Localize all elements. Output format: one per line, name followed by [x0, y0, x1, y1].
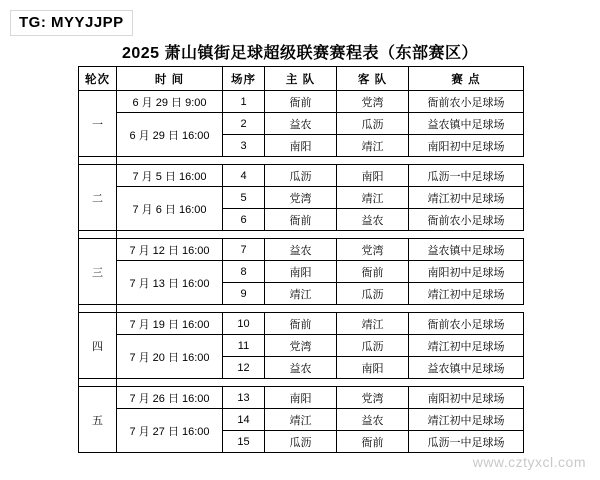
separator-cell [117, 157, 223, 165]
venue: 瓜沥一中足球场 [409, 431, 524, 453]
away-team: 南阳 [337, 357, 409, 379]
site-watermark: www.cztyxcl.com [472, 454, 586, 470]
away-team: 靖江 [337, 187, 409, 209]
away-team: 党湾 [337, 387, 409, 409]
venue: 靖江初中足球场 [409, 335, 524, 357]
round-separator [79, 231, 524, 239]
match-order: 3 [223, 135, 265, 157]
separator-cell [337, 157, 409, 165]
table-row [79, 335, 524, 357]
round-separator [79, 157, 524, 165]
table-row [79, 239, 524, 261]
separator-cell [265, 379, 337, 387]
home-team: 瓜沥 [265, 431, 337, 453]
column-header-3: 场序 [223, 67, 265, 91]
home-team: 衙前 [265, 91, 337, 113]
separator-cell [223, 305, 265, 313]
home-team: 衙前 [265, 209, 337, 231]
away-team: 南阳 [337, 165, 409, 187]
table-row [79, 91, 524, 113]
away-team: 党湾 [337, 91, 409, 113]
match-order: 6 [223, 209, 265, 231]
venue: 益农镇中足球场 [409, 239, 524, 261]
schedule-table-container [78, 66, 523, 453]
match-time: 7 月 6 日 16:00 [117, 187, 223, 231]
round-label: 四 [79, 313, 117, 379]
separator-cell [409, 231, 524, 239]
tg-watermark-badge: TG: MYYJJPP [10, 10, 133, 36]
table-header-row [79, 67, 524, 91]
match-order: 2 [223, 113, 265, 135]
away-team: 益农 [337, 209, 409, 231]
away-team: 瓜沥 [337, 113, 409, 135]
round-label: 一 [79, 91, 117, 157]
match-order: 11 [223, 335, 265, 357]
away-team: 衙前 [337, 261, 409, 283]
away-team: 靖江 [337, 135, 409, 157]
venue: 益农镇中足球场 [409, 113, 524, 135]
match-order: 15 [223, 431, 265, 453]
table-row [79, 187, 524, 209]
home-team: 瓜沥 [265, 165, 337, 187]
venue: 衙前农小足球场 [409, 209, 524, 231]
separator-cell [79, 305, 117, 313]
separator-cell [223, 231, 265, 239]
match-time: 7 月 27 日 16:00 [117, 409, 223, 453]
match-time: 7 月 20 日 16:00 [117, 335, 223, 379]
match-order: 14 [223, 409, 265, 431]
table-row [79, 165, 524, 187]
match-order: 13 [223, 387, 265, 409]
column-header-4: 主 队 [265, 67, 337, 91]
separator-cell [223, 157, 265, 165]
home-team: 南阳 [265, 135, 337, 157]
venue: 益农镇中足球场 [409, 357, 524, 379]
home-team: 南阳 [265, 387, 337, 409]
away-team: 靖江 [337, 313, 409, 335]
home-team: 益农 [265, 239, 337, 261]
table-row [79, 409, 524, 431]
separator-cell [223, 379, 265, 387]
table-row [79, 387, 524, 409]
venue: 靖江初中足球场 [409, 283, 524, 305]
match-time: 7 月 19 日 16:00 [117, 313, 223, 335]
column-header-5: 客 队 [337, 67, 409, 91]
home-team: 党湾 [265, 187, 337, 209]
separator-cell [117, 231, 223, 239]
separator-cell [79, 231, 117, 239]
away-team: 衙前 [337, 431, 409, 453]
match-order: 9 [223, 283, 265, 305]
home-team: 党湾 [265, 335, 337, 357]
separator-cell [265, 305, 337, 313]
away-team: 瓜沥 [337, 283, 409, 305]
round-label: 二 [79, 165, 117, 231]
match-order: 8 [223, 261, 265, 283]
match-time: 7 月 26 日 16:00 [117, 387, 223, 409]
separator-cell [265, 157, 337, 165]
column-header-6: 赛 点 [409, 67, 524, 91]
venue: 瓜沥一中足球场 [409, 165, 524, 187]
separator-cell [117, 379, 223, 387]
match-order: 10 [223, 313, 265, 335]
away-team: 党湾 [337, 239, 409, 261]
round-separator [79, 379, 524, 387]
match-time: 6 月 29 日 9:00 [117, 91, 223, 113]
match-time: 7 月 13 日 16:00 [117, 261, 223, 305]
separator-cell [337, 379, 409, 387]
venue: 衙前农小足球场 [409, 91, 524, 113]
table-header [79, 67, 524, 91]
schedule-table [78, 66, 524, 453]
round-label: 三 [79, 239, 117, 305]
table-row [79, 261, 524, 283]
separator-cell [337, 231, 409, 239]
table-body [79, 91, 524, 453]
home-team: 南阳 [265, 261, 337, 283]
home-team: 衙前 [265, 313, 337, 335]
table-row [79, 313, 524, 335]
match-order: 7 [223, 239, 265, 261]
match-time: 7 月 5 日 16:00 [117, 165, 223, 187]
match-order: 5 [223, 187, 265, 209]
match-time: 6 月 29 日 16:00 [117, 113, 223, 157]
separator-cell [117, 305, 223, 313]
home-team: 靖江 [265, 283, 337, 305]
home-team: 靖江 [265, 409, 337, 431]
venue: 靖江初中足球场 [409, 409, 524, 431]
table-row [79, 113, 524, 135]
round-label: 五 [79, 387, 117, 453]
separator-cell [79, 157, 117, 165]
away-team: 益农 [337, 409, 409, 431]
venue: 衙前农小足球场 [409, 313, 524, 335]
separator-cell [409, 379, 524, 387]
venue: 靖江初中足球场 [409, 187, 524, 209]
venue: 南阳初中足球场 [409, 387, 524, 409]
column-header-2: 时 间 [117, 67, 223, 91]
column-header-1: 轮次 [79, 67, 117, 91]
round-separator [79, 305, 524, 313]
match-time: 7 月 12 日 16:00 [117, 239, 223, 261]
page-title: 2025 萧山镇街足球超级联赛赛程表（东部赛区） [121, 45, 479, 62]
venue: 南阳初中足球场 [409, 135, 524, 157]
separator-cell [265, 231, 337, 239]
venue: 南阳初中足球场 [409, 261, 524, 283]
match-order: 12 [223, 357, 265, 379]
home-team: 益农 [265, 357, 337, 379]
separator-cell [79, 379, 117, 387]
match-order: 4 [223, 165, 265, 187]
separator-cell [409, 157, 524, 165]
separator-cell [409, 305, 524, 313]
separator-cell [337, 305, 409, 313]
match-order: 1 [223, 91, 265, 113]
away-team: 瓜沥 [337, 335, 409, 357]
home-team: 益农 [265, 113, 337, 135]
